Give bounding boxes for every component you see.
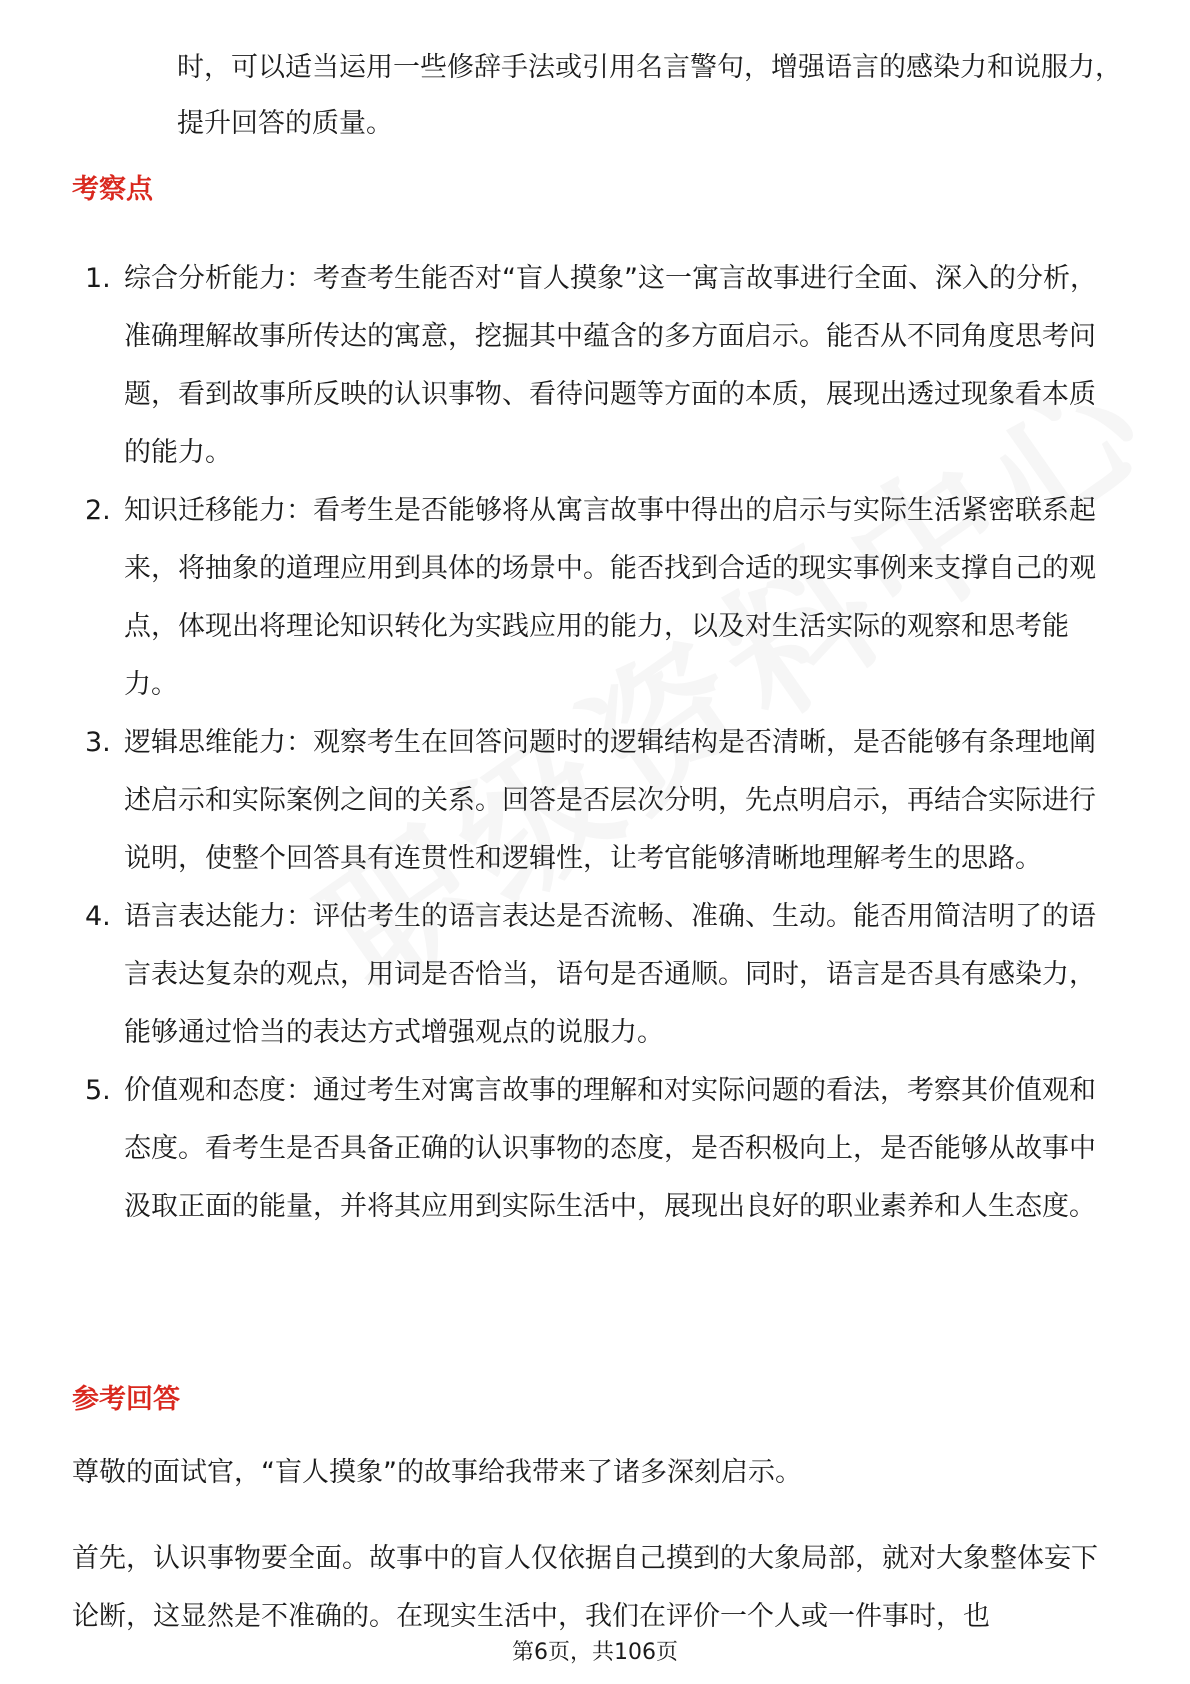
section-heading-assessment: 考察点 [72, 174, 153, 205]
list-item [72, 482, 1122, 714]
list-number: 1. [85, 263, 111, 294]
page-footer: 第6页，共106页 [512, 1640, 678, 1665]
list-number: 2. [85, 495, 111, 526]
continuation-text: 时，可以适当运用一些修辞手法或引用名言警句，增强语言的感染力和说服力，提升回答的质量。 [177, 52, 1122, 139]
list-text: 综合分析能力：考查考生能否对“盲人摸象”这一寓言故事进行全面、深入的分析，准确理解故事所传达的寓意，挖掘其中蕴含的多方面启示。能否从不同角度思考问题，看到故事所反映的认识事物、看待问题等方面的本质，展现出透过现象看本质的能力。 [124, 263, 1097, 468]
list-text: 知识迁移能力：看考生是否能够将从寓言故事中得出的启示与实际生活紧密联系起来，将抽象的道理应用到具体的场景中。能否找到合适的现实事例来支撑自己的观点，体现出将理论知识转化为实践应用的能力，以及对生活实际的观察和思考能力。 [124, 495, 1096, 700]
list-text: 语言表达能力：评估考生的语言表达是否流畅、准确、生动。能否用简洁明了的语言表达复杂的观点，用词是否恰当，语句是否通顺。同时，语言是否具有感染力，能够通过恰当的表达方式增强观点的说服力。 [124, 901, 1096, 1048]
list-item [72, 250, 1122, 482]
list-number: 3. [85, 727, 111, 758]
list-text: 价值观和态度：通过考生对寓言故事的理解和对实际问题的看法，考察其价值观和态度。看考生是否具备正确的认识事物的态度，是否积极向上，是否能够从故事中汲取正面的能量，并将其应用到实际生活中，展现出良好的职业素养和人生态度。 [124, 1075, 1096, 1222]
list-number: 5. [85, 1075, 111, 1106]
list-number: 4. [85, 901, 111, 932]
list-text: 逻辑思维能力：观察考生在回答问题时的逻辑结构是否清晰，是否能够有条理地阐述启示和实际案例之间的关系。回答是否层次分明，先点明启示，再结合实际进行说明，使整个回答具有连贯性和逻辑性，让考官能够清晰地理解考生的思路。 [124, 727, 1096, 874]
assessment-list [72, 250, 1122, 1236]
list-item [72, 1062, 1122, 1236]
section-heading-reference: 参考回答 [72, 1384, 180, 1415]
list-item [72, 888, 1122, 1062]
answer-paragraph-2: 首先，认识事物要全面。故事中的盲人仅依据自己摸到的大象局部，就对大象整体妄下论断，这显然是不准确的。在现实生活中，我们在评价一个人或一件事时，也 [72, 1543, 1098, 1632]
answer-paragraph-1: 尊敬的面试官，“盲人摸象”的故事给我带来了诸多深刻启示。 [72, 1457, 802, 1488]
list-item [72, 714, 1122, 888]
